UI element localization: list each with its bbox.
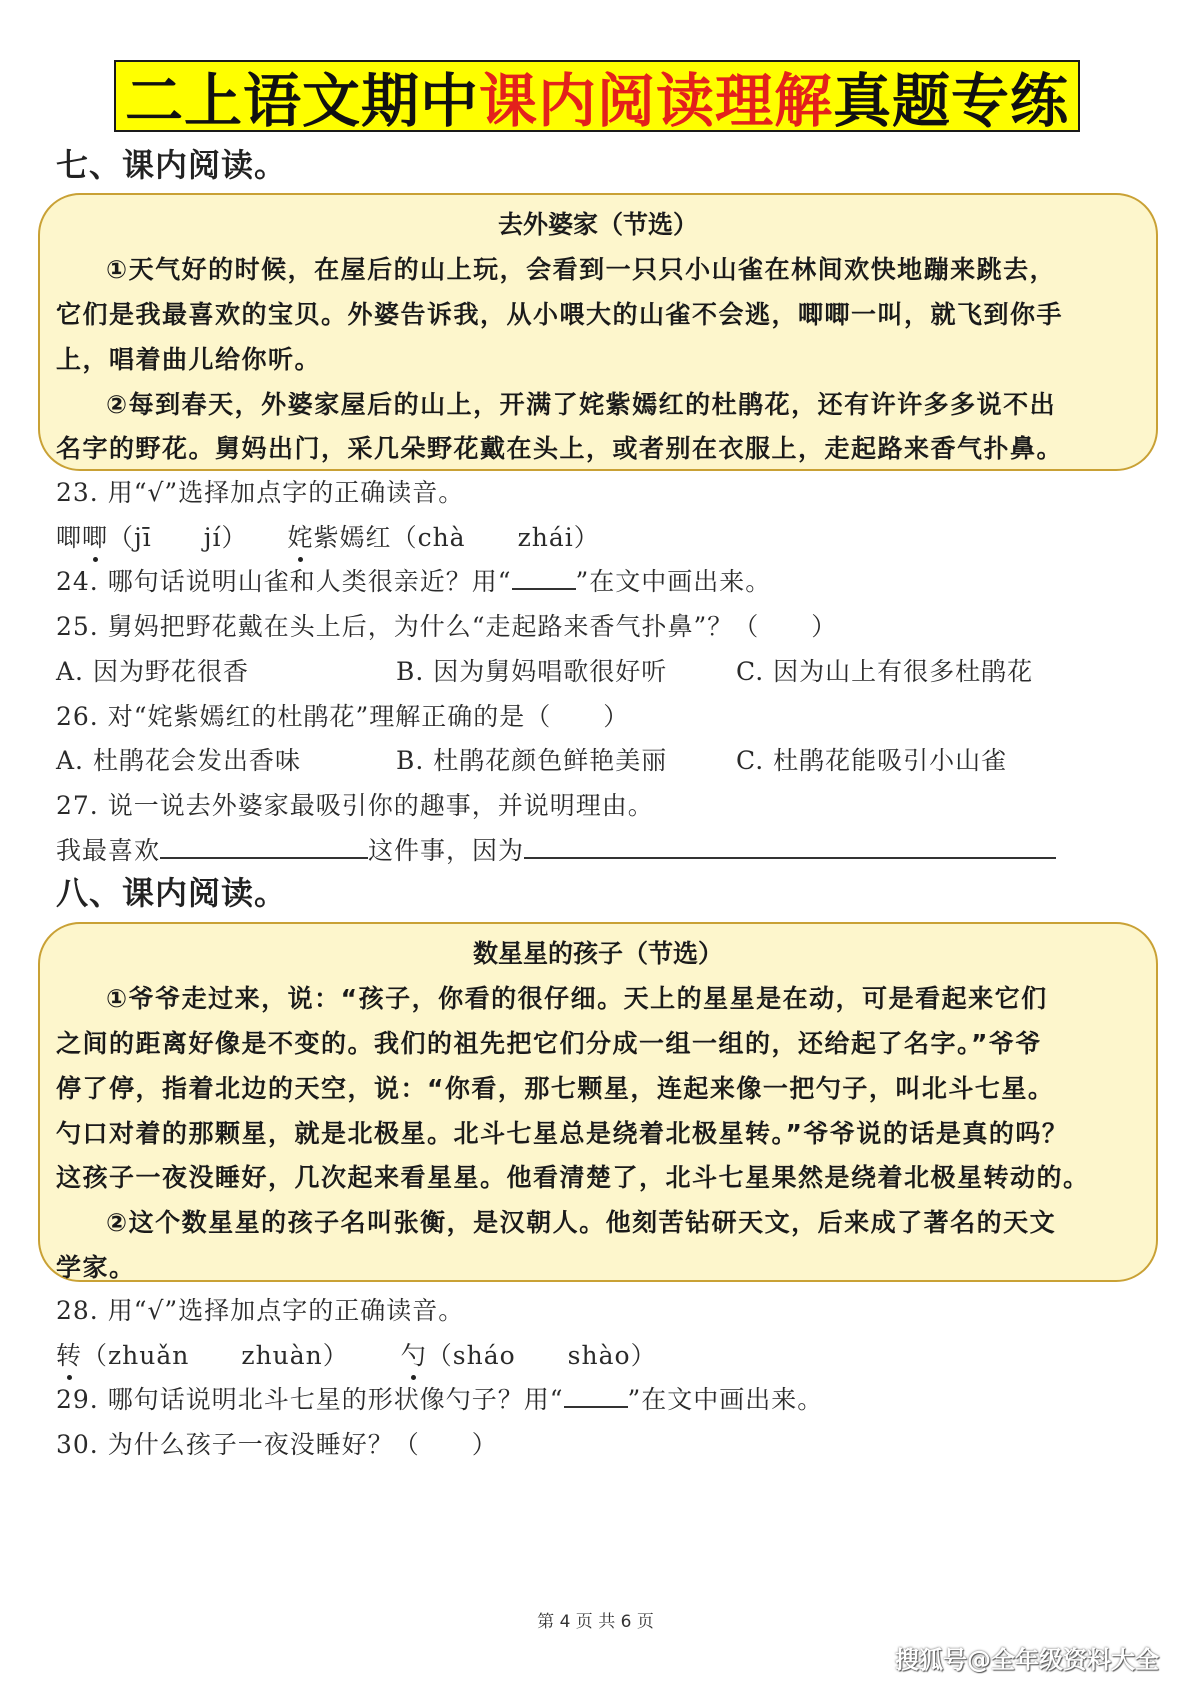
q24-text-a: 24. 哪句话说明山雀和人类很亲近？用“ (56, 567, 512, 596)
q27-fill-text-a: 我最喜欢 (56, 836, 161, 865)
question-27: 27. 说一说去外婆家最吸引你的趣事，并说明理由。 (56, 791, 654, 820)
q23-dotted-char-2: 姹 (288, 518, 314, 554)
q29-text-b: ”在文中画出来。 (627, 1385, 824, 1414)
q28-dotted-char-2: 勺 (401, 1336, 427, 1372)
question-28: 28. 用“√”选择加点字的正确读音。 (56, 1296, 465, 1325)
page-number: 第 4 页 共 6 页 (537, 1612, 654, 1632)
q27-answer-blank-2[interactable] (524, 831, 1056, 859)
question-29 (56, 1380, 823, 1416)
section-8-heading: 八、课内阅读。 (56, 874, 288, 912)
passage-1-line: ①天气好的时候，在屋后的山上玩，会看到一只只小山雀在林间欢快地蹦来跳去， (106, 255, 1057, 284)
q28-pinyin-2: （sháo shào） (426, 1341, 657, 1370)
q25-option-b: B. 因为舅妈唱歌很好听 (396, 657, 668, 686)
passage-1-line: 上，唱着曲儿给你听。 (56, 345, 322, 374)
q23-pinyin-1: （jī jí） (108, 523, 248, 552)
passage-1-title: 去外婆家（节选） (497, 210, 698, 239)
question-27-fill (56, 831, 1056, 867)
passage-1-line: 名字的野花。舅妈出门，采几朵野花戴在头上，或者别在衣服上，走起路来香气扑鼻。 (56, 434, 1064, 463)
q23-word-2: 紫嫣红 (313, 523, 392, 552)
q28-dotted-char-1: 转 (56, 1336, 82, 1372)
passage-box-2 (38, 922, 1158, 1282)
question-25: 25. 舅妈把野花戴在头上后，为什么“走起路来香气扑鼻”？（ ） (56, 612, 838, 641)
passage-2-line: 学家。 (56, 1253, 136, 1282)
q27-fill-text-b: 这件事，因为 (368, 836, 525, 865)
q29-text-a: 29. 哪句话说明北斗七星的形状像勺子？用“ (56, 1385, 564, 1414)
passage-2-line: ①爷爷走过来，说：“孩子，你看的很仔细。天上的星星是在动，可是看起来它们 (106, 984, 1048, 1013)
passage-1-line: 它们是我最喜欢的宝贝。外婆告诉我，从小喂大的山雀不会逃，唧唧一叫，就飞到你手 (56, 300, 1064, 329)
q26-option-b: B. 杜鹃花颜色鲜艳美丽 (396, 746, 668, 775)
title-part-3: 真题专练 (833, 67, 1070, 135)
passage-box-1 (38, 193, 1158, 471)
passage-2-line: ②这个数星星的孩子名叫张衡，是汉朝人。他刻苦钻研天文，后来成了著名的天文 (106, 1208, 1057, 1237)
title-banner (114, 60, 1080, 135)
passage-2-line: 这孩子一夜没睡好，几次起来看星星。他看清楚了，北斗七星果然是绕着北极星转动的。 (56, 1163, 1090, 1192)
question-26: 26. 对“姹紫嫣红的杜鹃花”理解正确的是（ ） (56, 702, 630, 731)
q23-dotted-char: 唧 (82, 518, 108, 554)
watermark: 搜狐号@全年级资料大全 (895, 1646, 1159, 1674)
passage-2-line: 停了停，指着北边的天空，说：“你看，那七颗星，连起来像一把勺子，叫北斗七星。 (56, 1074, 1055, 1103)
q23-char: 唧 (56, 523, 83, 552)
q25-option-a: A. 因为野花很香 (56, 657, 249, 686)
title-part-1: 二上语文期中 (124, 67, 479, 135)
q28-pinyin-1: （zhuǎn zhuàn） (82, 1341, 349, 1370)
q27-answer-blank-1[interactable] (160, 831, 368, 859)
q26-option-c: C. 杜鹃花能吸引小山雀 (736, 746, 1008, 775)
q23-pinyin-2: （chà zhái） (391, 523, 600, 552)
question-23: 23. 用“√”选择加点字的正确读音。 (56, 478, 465, 507)
passage-2-title: 数星星的孩子（节选） (472, 939, 723, 968)
question-30: 30. 为什么孩子一夜没睡好？（ ） (56, 1430, 498, 1459)
passage-2-line: 之间的距离好像是不变的。我们的祖先把它们分成一组一组的，还给起了名字。”爷爷 (56, 1029, 1042, 1058)
q26-option-a: A. 杜鹃花会发出香味 (56, 746, 301, 775)
question-23-items (56, 518, 600, 554)
question-24 (56, 562, 771, 598)
title-part-2: 课内阅读理解 (478, 67, 833, 135)
passage-2-line: 勺口对着的那颗星，就是北极星。北斗七星总是绕着北极星转。”爷爷说的话是真的吗？ (56, 1119, 1069, 1148)
section-7-heading: 七、课内阅读。 (56, 146, 288, 184)
passage-1-line: ②每到春天，外婆家屋后的山上，开满了姹紫嫣红的杜鹃花，还有许许多多说不出 (106, 390, 1057, 419)
q24-text-b: ”在文中画出来。 (575, 567, 772, 596)
q29-underline-sample (564, 1380, 628, 1408)
question-28-items (56, 1336, 657, 1372)
q24-underline-sample (512, 562, 576, 590)
q25-option-c: C. 因为山上有很多杜鹃花 (736, 657, 1034, 686)
